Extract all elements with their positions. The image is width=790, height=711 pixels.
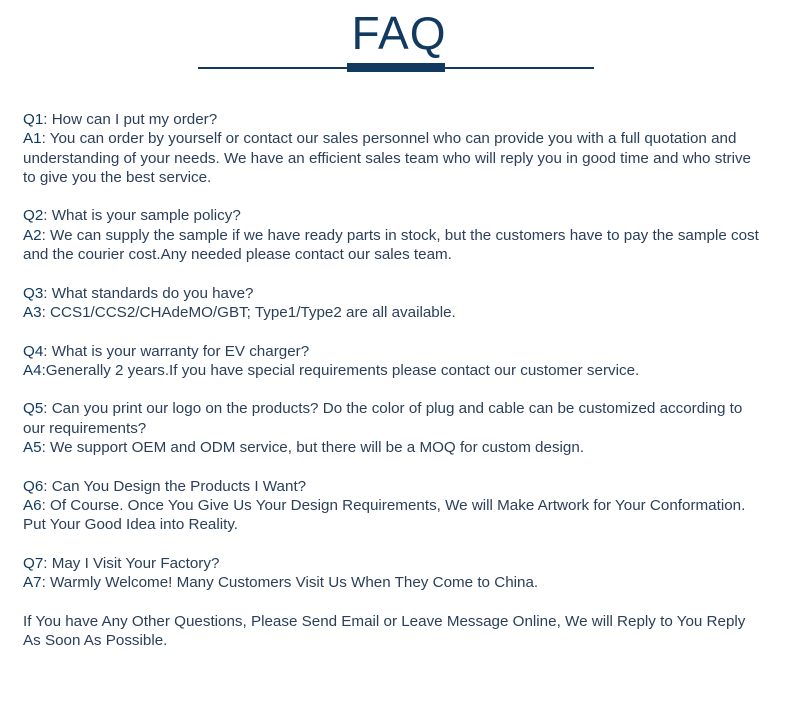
answer	[23, 573, 763, 592]
question	[23, 284, 763, 303]
question-text: : Can You Design the Products I Want?	[43, 477, 307, 495]
question-text: : What is your warranty for EV charger?	[43, 342, 310, 360]
answer-tag: A1	[23, 130, 42, 148]
answer	[23, 496, 763, 535]
answer-text: : Of Course. Once You Give Us Your Design Requirements, We will Make Artwork for Your Conformation. Put Your Good Idea into Reality.	[23, 496, 746, 534]
faq-item-5	[23, 399, 763, 457]
faq-item-6	[23, 477, 763, 535]
page-title: FAQ	[351, 7, 447, 59]
faq-list	[23, 110, 763, 650]
answer-tag: A6	[23, 496, 42, 514]
question-tag: Q2	[23, 207, 44, 225]
question-text: : May I Visit Your Factory?	[43, 554, 220, 572]
question-tag: Q1	[23, 111, 44, 128]
answer	[23, 438, 763, 457]
answer-text: : You can order by yourself or contact our sales personnel who can provide you with a full quotation and understanding of your needs. We have an efficient sales team who will reply you in good time and who strive to give you the best service.	[23, 130, 752, 186]
question-text: : Can you print our logo on the products? Do the color of plug and cable can be customized according to our requirements?	[23, 400, 743, 437]
question-tag: Q6	[23, 477, 44, 495]
answer-tag: A5	[23, 439, 42, 457]
answer-text: : We support OEM and ODM service, but there will be a MOQ for custom design.	[41, 439, 585, 457]
faq-item-7	[23, 554, 763, 593]
question	[23, 110, 763, 129]
title-underline-accent	[347, 63, 445, 72]
answer-tag: A7	[23, 574, 42, 592]
question	[23, 477, 763, 496]
answer	[23, 361, 763, 380]
answer-text: : CCS1/CCS2/CHAdeMO/GBT; Type1/Type2 are all available.	[41, 303, 456, 321]
question-tag: Q7	[23, 554, 44, 572]
faq-item-4	[23, 342, 763, 381]
question	[23, 554, 763, 573]
answer-text: : We can supply the sample if we have ready parts in stock, but the customers have to pay the sample cost and the courier cost.Any needed please contact our sales team.	[23, 226, 759, 264]
faq-item-3	[23, 284, 763, 323]
question-text: : What standards do you have?	[43, 284, 254, 302]
answer-tag: A2	[23, 226, 42, 244]
question	[23, 206, 763, 225]
answer	[23, 226, 763, 265]
question-text: : How can I put my order?	[43, 111, 218, 128]
question-tag: Q4	[23, 342, 44, 360]
answer	[23, 303, 763, 322]
answer-text: :Generally 2 years.If you have special requirements please contact our customer service.	[41, 361, 640, 379]
question-text: : What is your sample policy?	[43, 207, 241, 225]
question-tag: Q3	[23, 284, 44, 302]
answer	[23, 129, 763, 187]
answer-tag: A4	[23, 361, 42, 379]
faq-item-1	[23, 110, 763, 187]
answer-text: : Warmly Welcome! Many Customers Visit Us When They Come to China.	[41, 574, 539, 592]
question	[23, 399, 763, 438]
answer-tag: A3	[23, 303, 42, 321]
faq-item-2	[23, 206, 763, 264]
question	[23, 342, 763, 361]
closing-message: If You have Any Other Questions, Please Send Email or Leave Message Online, We will Reply to You Reply As Soon As Possible.	[23, 612, 746, 650]
question-tag: Q5	[23, 400, 44, 418]
